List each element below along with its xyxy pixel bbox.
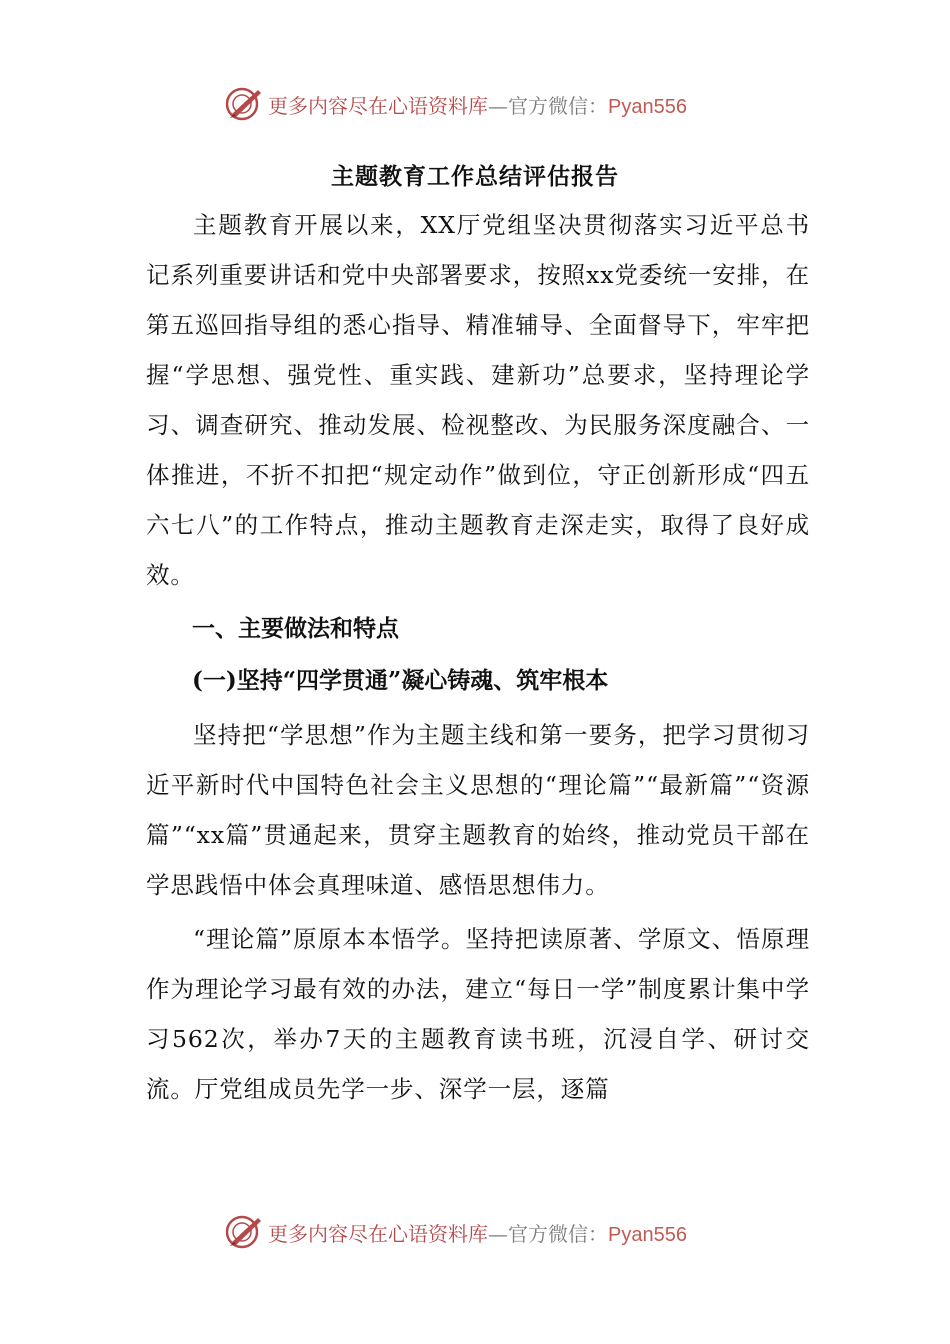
watermark-text — [268, 90, 687, 119]
section-heading-1: 一、主要做法和特点 — [192, 615, 399, 642]
pen-logo-icon — [224, 84, 264, 124]
document-title: 主题教育工作总结评估报告 — [331, 163, 619, 190]
watermark-wechat-id: Pyan556 — [608, 96, 687, 118]
header-watermark — [0, 82, 950, 126]
subsection-heading-1: (一)坚持“四学贯通”凝心铸魂、筑牢根本 — [192, 667, 609, 694]
paragraph-four-learnings: 坚持把“学思想”作为主题主线和第一要务，把学习贯彻习近平新时代中国特色社会主义思想的“理论篇”“最新篇”“资源篇”“xx篇”贯通起来，贯穿主题教育的始终，推动党员干部在学思践悟中体会真理味道、感悟思想伟力。 — [146, 721, 810, 899]
watermark-label: —官方微信： — [488, 1222, 608, 1246]
watermark-wechat-id: Pyan556 — [608, 1224, 687, 1246]
watermark-label: —官方微信： — [488, 94, 608, 118]
watermark-site: 更多内容尽在心语资料库 — [268, 1222, 488, 1246]
document-body — [146, 200, 810, 1114]
watermark-site: 更多内容尽在心语资料库 — [268, 94, 488, 118]
footer-watermark — [0, 1210, 950, 1254]
pen-logo-icon — [224, 1212, 264, 1252]
paragraph-intro: 主题教育开展以来，XX厅党组坚决贯彻落实习近平总书记系列重要讲话和党中央部署要求，按照xx党委统一安排，在第五巡回指导组的悉心指导、精准辅导、全面督导下，牢牢把握“学思想、强党性、重实践、建新功”总要求，坚持理论学习、调查研究、推动发展、检视整改、为民服务深度融合、一体推进，不折不扣把“规定动作”做到位，守正创新形成“四五六七八”的工作特点，推动主题教育走深走实，取得了良好成效。 — [146, 211, 810, 589]
watermark-text — [268, 1218, 687, 1247]
paragraph-theory: “理论篇”原原本本悟学。坚持把读原著、学原文、悟原理作为理论学习最有效的办法，建立“每日一学”制度累计集中学习562次，举办7天的主题教育读书班，沉浸自学、研讨交流。厅党组成员先学一步、深学一层，逐篇 — [146, 925, 810, 1103]
